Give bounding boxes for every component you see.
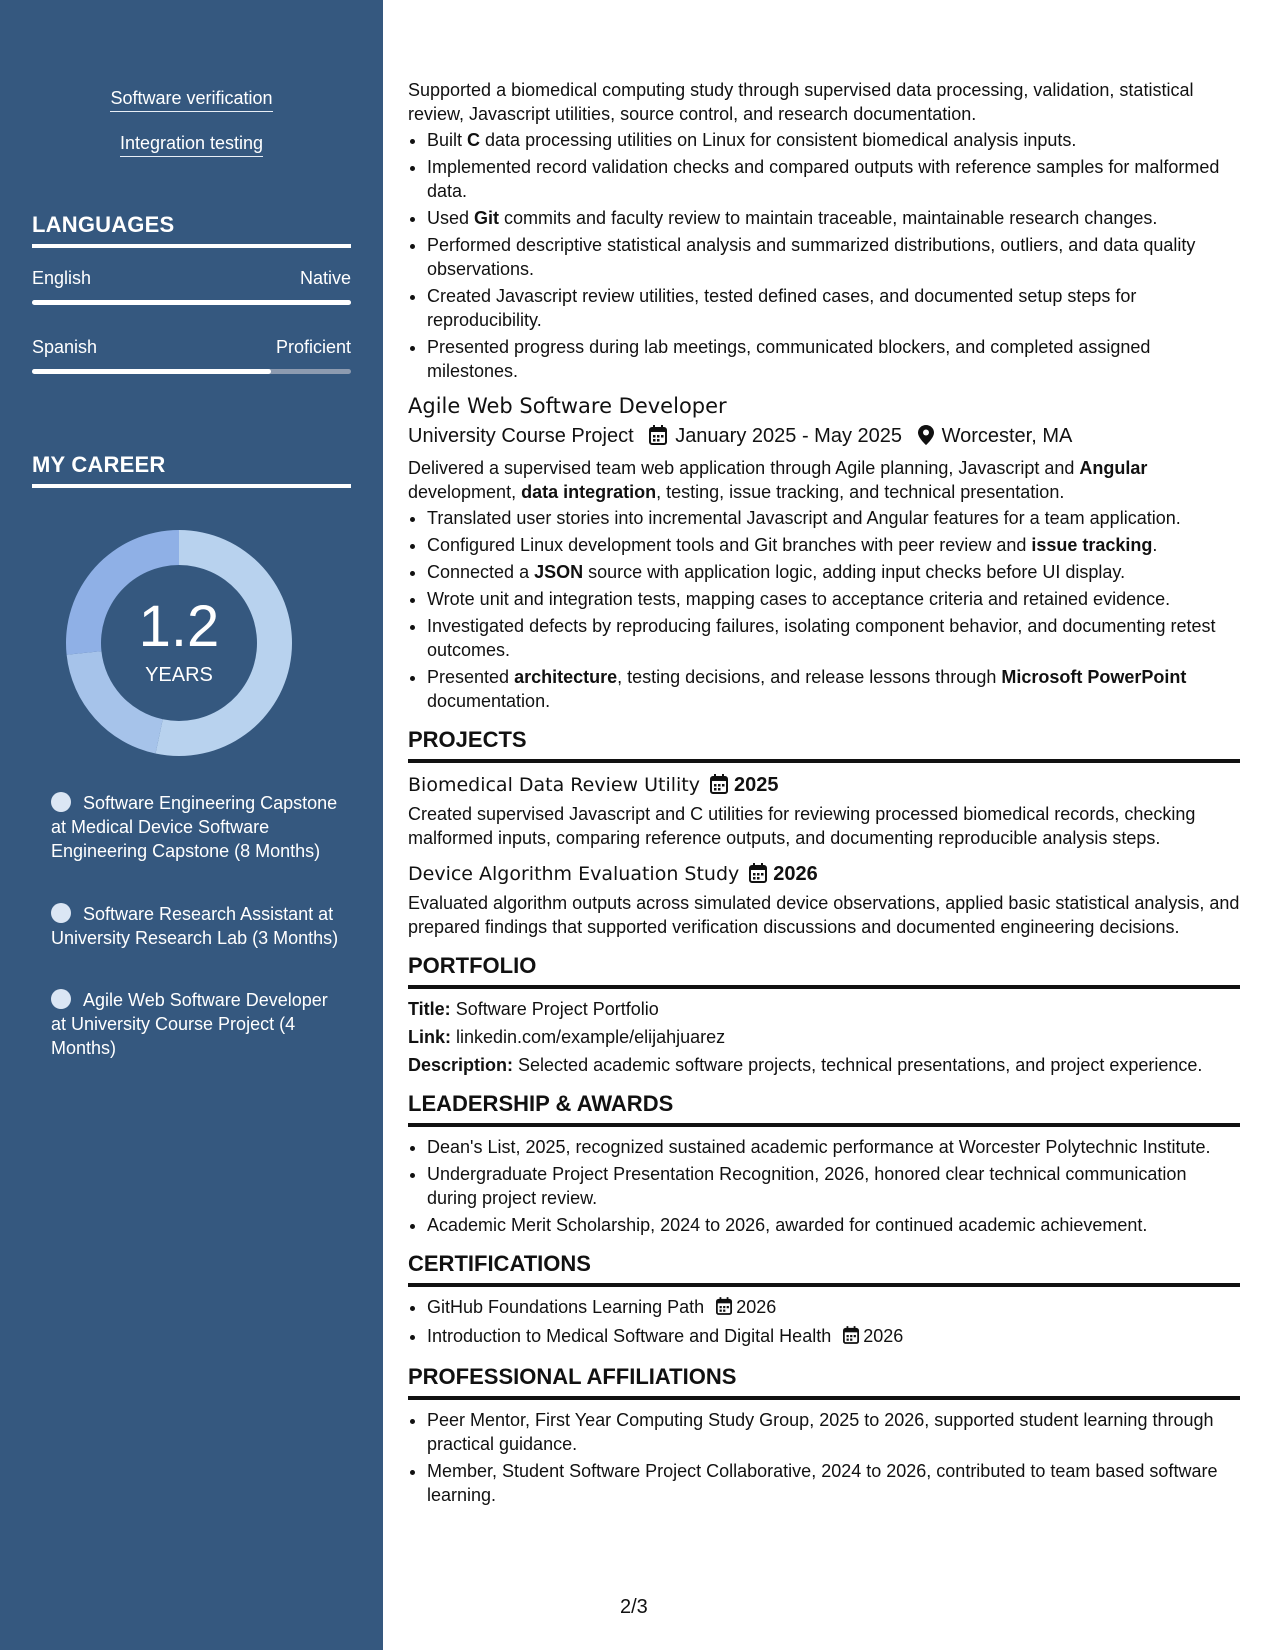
language-proficiency-fill bbox=[32, 369, 271, 374]
list-item: • Built C data processing utilities on Linux for consistent biomedical analysis inputs. bbox=[427, 128, 1240, 152]
affiliations-list bbox=[408, 1408, 1240, 1507]
list-item: • Created Javascript review utilities, tested defined cases, and documented setup steps for reproducibility. bbox=[427, 284, 1240, 332]
career-heading: MY CAREER bbox=[32, 452, 351, 488]
list-item: • Presented progress during lab meetings, communicated blockers, and completed assigned milestones. bbox=[427, 335, 1240, 383]
affiliations-heading: PROFESSIONAL AFFILIATIONS bbox=[408, 1364, 1240, 1400]
calendar-icon bbox=[716, 1297, 732, 1321]
legend-dot-icon bbox=[51, 792, 71, 812]
job-organization: University Course Project bbox=[408, 425, 634, 447]
calendar-icon bbox=[710, 774, 728, 802]
list-item: • Peer Mentor, First Year Computing Study Group, 2025 to 2026, supported student learning through practical guidance. bbox=[427, 1408, 1240, 1456]
job-meta bbox=[408, 421, 1240, 454]
certifications-list bbox=[408, 1295, 1240, 1350]
leadership-heading: LEADERSHIP & AWARDS bbox=[408, 1091, 1240, 1127]
language-proficiency-bar bbox=[32, 300, 351, 305]
projects-heading: PROJECTS bbox=[408, 727, 1240, 763]
job-bullets bbox=[408, 506, 1240, 713]
map-pin-icon bbox=[918, 424, 934, 454]
calendar-icon bbox=[649, 424, 667, 454]
list-item: • Configured Linux development tools and Git branches with peer review and issue tracking. bbox=[427, 533, 1240, 557]
portfolio-url[interactable]: linkedin.com/example/elijahjuarez bbox=[456, 1027, 726, 1047]
project-description: Evaluated algorithm outputs across simulated device observations, applied basic statistical analysis, and prepared findings that supported verification discussions and documented engineering decisions. bbox=[408, 893, 1240, 937]
career-total-years: 1.2 bbox=[138, 594, 220, 659]
languages-heading: LANGUAGES bbox=[32, 212, 351, 248]
career-legend-item: Software Engineering Capstone at Medical Device Software Engineering Capstone (8 Months) bbox=[51, 793, 338, 861]
portfolio-link: Link: linkedin.com/example/elijahjuarez bbox=[408, 1027, 726, 1047]
calendar-icon bbox=[749, 863, 767, 891]
language-proficiency-fill bbox=[32, 300, 351, 305]
list-item: • Translated user stories into incremental Javascript and Angular features for a team application. bbox=[427, 506, 1240, 530]
list-item: • Introduction to Medical Software and Digital Health 2026 bbox=[427, 1324, 1240, 1350]
language-proficiency-bar bbox=[32, 369, 351, 374]
list-item: • Presented architecture, testing decisions, and release lessons through Microsoft PowerPoint documentation. bbox=[427, 665, 1240, 713]
language-name: English bbox=[32, 268, 92, 288]
skill-item: Integration testing bbox=[0, 133, 383, 154]
list-item: • Investigated defects by reproducing failures, isolating component behavior, and documenting retest outcomes. bbox=[427, 614, 1240, 662]
language-name: Spanish bbox=[32, 337, 98, 357]
previous-role-bullets bbox=[408, 128, 1240, 383]
legend-dot-icon bbox=[51, 903, 71, 923]
sidebar bbox=[0, 0, 383, 1650]
list-item: • Undergraduate Project Presentation Recognition, 2026, honored clear technical communication during project review. bbox=[427, 1162, 1240, 1210]
portfolio-heading: PORTFOLIO bbox=[408, 953, 1240, 989]
career-legend-item: Software Research Assistant at University Research Lab (3 Months) bbox=[51, 904, 339, 948]
main-content bbox=[408, 78, 1240, 1510]
project-title: Biomedical Data Review Utility 2025 bbox=[408, 771, 1240, 802]
portfolio-description: Description: Selected academic software projects, technical presentations, and project experience. bbox=[408, 1055, 1203, 1075]
job-title: Agile Web Software Developer bbox=[408, 394, 727, 418]
certifications-heading: CERTIFICATIONS bbox=[408, 1251, 1240, 1287]
job-dates: January 2025 - May 2025 bbox=[675, 425, 902, 447]
list-item: • Academic Merit Scholarship, 2024 to 2026, awarded for continued academic achievement. bbox=[427, 1213, 1240, 1237]
legend-dot-icon bbox=[51, 989, 71, 1009]
list-item: • GitHub Foundations Learning Path 2026 bbox=[427, 1295, 1240, 1321]
job-location: Worcester, MA bbox=[941, 425, 1073, 447]
calendar-icon bbox=[843, 1326, 859, 1350]
list-item: • Wrote unit and integration tests, mapping cases to acceptance criteria and retained evidence. bbox=[427, 587, 1240, 611]
previous-role-summary: Supported a biomedical computing study through supervised data processing, validation, statistical review, Javascript utilities, source control, and research documentation. bbox=[408, 80, 1194, 124]
page-number: 2/3 bbox=[620, 1596, 648, 1618]
career-years-label: YEARS bbox=[145, 664, 213, 686]
list-item: • Used Git commits and faculty review to maintain traceable, maintainable research changes. bbox=[427, 206, 1240, 230]
project-description: Created supervised Javascript and C utilities for reviewing processed biomedical records, checking malformed inputs, comparing reference outputs, and documenting reproducible analysis steps. bbox=[408, 804, 1196, 848]
list-item: • Dean's List, 2025, recognized sustained academic performance at Worcester Polytechnic Institute. bbox=[427, 1135, 1240, 1159]
job-summary: Delivered a supervised team web application through Agile planning, Javascript and Angular development, data integration, testing, issue tracking, and technical presentation. bbox=[408, 458, 1148, 502]
project-title: Device Algorithm Evaluation Study 2026 bbox=[408, 860, 1240, 891]
language-level: Proficient bbox=[275, 337, 351, 357]
leadership-list bbox=[408, 1135, 1240, 1237]
list-item: • Implemented record validation checks and compared outputs with reference samples for malformed data. bbox=[427, 155, 1240, 203]
career-legend-item: Agile Web Software Developer at University Course Project (4 Months) bbox=[51, 990, 328, 1058]
list-item: • Member, Student Software Project Collaborative, 2024 to 2026, contributed to team based software learning. bbox=[427, 1459, 1240, 1507]
skill-item: Software verification bbox=[0, 88, 383, 109]
portfolio-title: Title: Software Project Portfolio bbox=[408, 999, 659, 1019]
language-level: Native bbox=[299, 268, 351, 288]
list-item: • Connected a JSON source with application logic, adding input checks before UI display. bbox=[427, 560, 1240, 584]
list-item: • Performed descriptive statistical analysis and summarized distributions, outliers, and data quality observations. bbox=[427, 233, 1240, 281]
